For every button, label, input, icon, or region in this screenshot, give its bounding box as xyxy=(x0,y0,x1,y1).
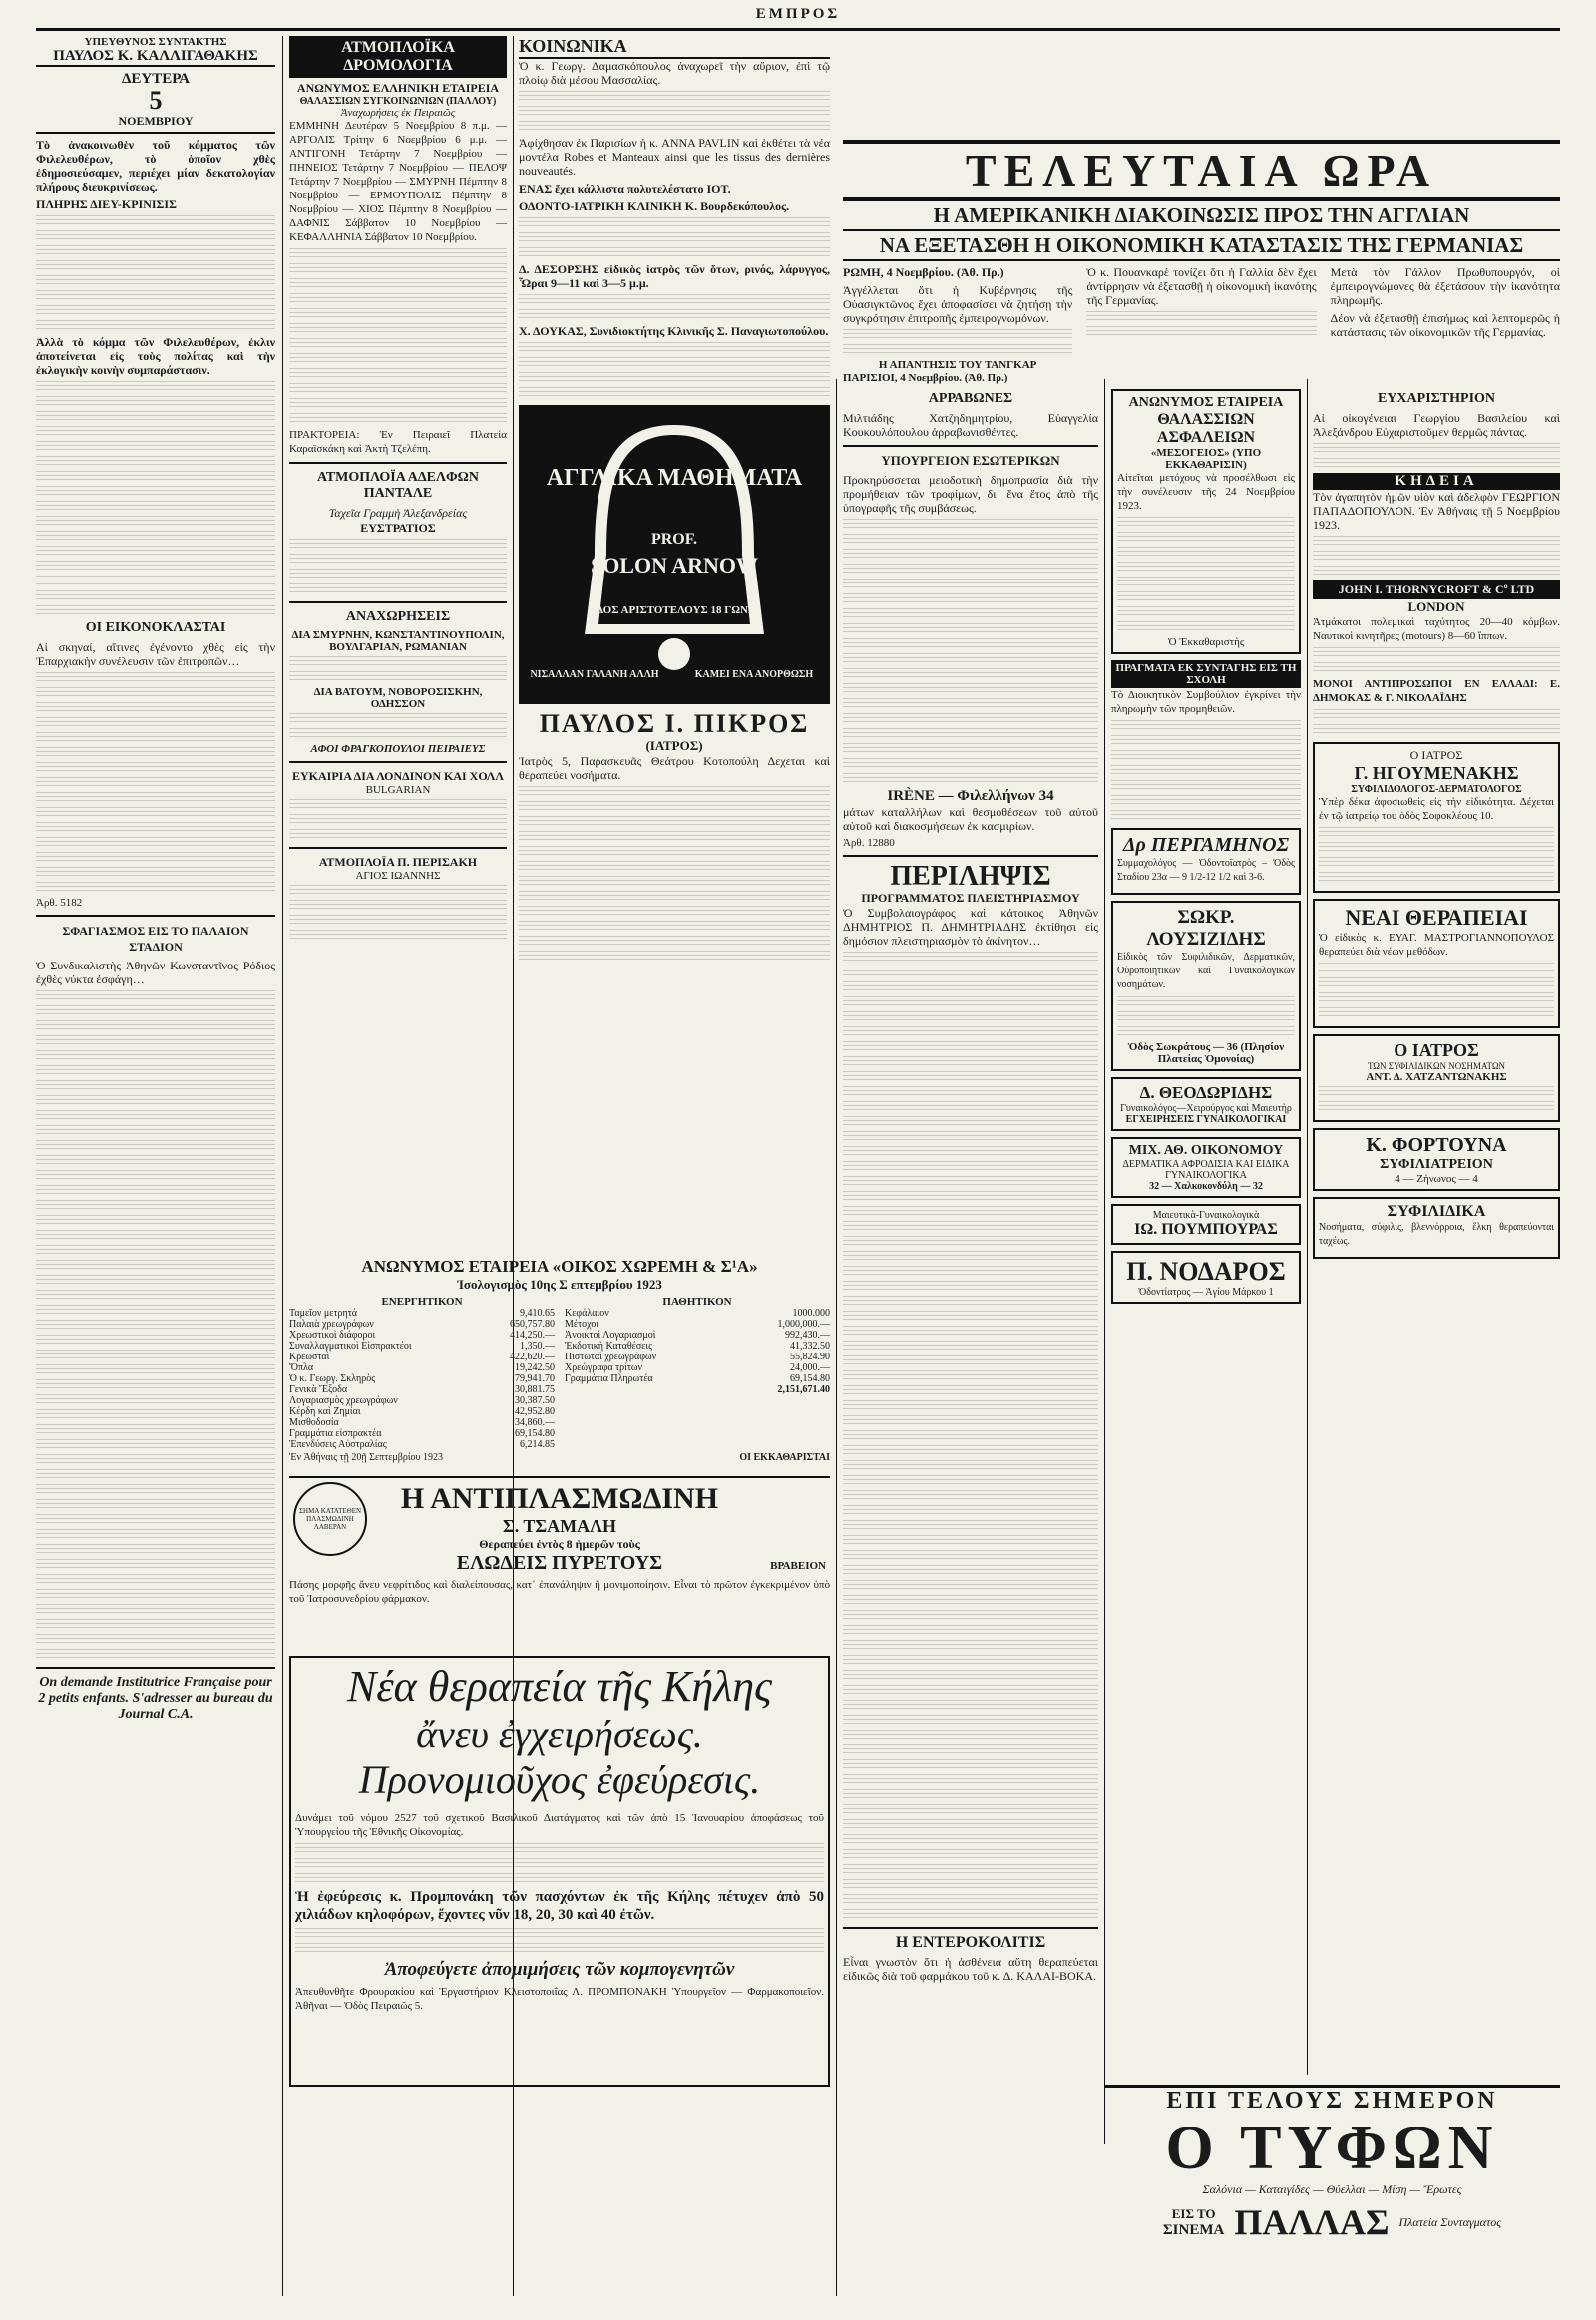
hernia-slogan: Ἀποφεύγετε ἀπομιμήσεις τῶν κομπογενητῶν xyxy=(384,1959,735,1980)
liability-row xyxy=(565,1362,830,1373)
asset-amount: 414,250.— xyxy=(510,1330,555,1341)
column-social xyxy=(519,36,830,1248)
antiplasmodini-line2: ΕΛΩΔΕΙΣ ΠΥΡΕΤΟΥΣ xyxy=(456,1552,663,1574)
award-label: ΒΡΑΒΕΙΟΝ xyxy=(770,1560,826,1572)
pergaminos-heading: Δρ ΠΕΡΓΑΜΗΝΟΣ xyxy=(1123,834,1289,856)
iconoclasts-text: Αἱ σκηναί, αἵτινες ἐγένοντο χθὲς εἰς τὴν Ἐπαρχιακὴν συνέλευσιν τῶν ἐπιτροπῶν… xyxy=(36,640,275,668)
pergaminos-text: Συμμαχολόγος — Ὀδοντοϊατρὸς ‒ Ὁδὸς Σταδίου 23α — 9 1/2-12 1/2 καὶ 3-6. xyxy=(1117,858,1295,883)
liability-amount: 1,000,000.— xyxy=(777,1319,830,1330)
insurance-ad xyxy=(1111,389,1301,654)
murder-text: Ὁ Συνδικαλιστὴς Ἀθηνῶν Κωνσταντῖνος Ρόδιος ἐχθὲς νύκτα ἐσφάγη… xyxy=(36,959,275,986)
hatzantonakis-title: Ο ΙΑΤΡΟΣ xyxy=(1394,1040,1479,1060)
new-therapies-ad xyxy=(1313,899,1560,1028)
pantale-sub: Ταχεῖα Γραμμὴ Ἀλεξανδρείας xyxy=(328,506,468,520)
london-heading: ΕΥΚΑΙΡΙΑ ΔΙΑ ΛΟΝΔΙΝΟΝ ΚΑΙ ΧΟΛΛ xyxy=(292,769,504,783)
lousidis-text: Εἰδικὸς τῶν Συφιλιδικῶν, Δερματικῶν, Οὐροποιητικῶν καὶ Γυναικολογικῶν νοσημάτων. xyxy=(1117,952,1295,990)
asset-row xyxy=(289,1395,555,1406)
funeral-text: Τὸν ἀγαπητὸν ἡμῶν υἱὸν καὶ ἀδελφὸν ΓΕΩΡΓΙΟΝ ΠΑΠΑΔΟΠΟΥΛΟΝ. Ἐν Ἀθήναις τῇ 5 Νοεμβρίου 1923. xyxy=(1313,490,1560,532)
column-editorial xyxy=(36,36,275,2290)
notice-total: 2,151,671.40 xyxy=(777,1384,830,1395)
liability-item: Μέτοχοι xyxy=(565,1319,599,1330)
departures-heading: ΑΝΑΧΩΡΗΣΕΙΣ xyxy=(345,609,451,624)
column-ads-1 xyxy=(1111,389,1301,2076)
latest-text-1: Ἀγγέλλεται ὅτι ἡ Κυβέρνησις τῆς Οὐασιγκτῶνος ἔχει ἀποφασίσει νὰ ζητήσῃ τὴν συγκρότησιν ἐπιτροπῆς ἐμπειρογνωμόνων. xyxy=(843,283,1073,325)
summary-text: Ὁ Συμβολαιογράφος καὶ κάτοικος Ἀθηνῶν ΔΗΜΗΤΡΙΟΣ Π. ΔΗΜΗΤΡΙΑΔΗΣ ἐκτίθησι εἰς δημόσιον πλειστηριασμὸν τὸ ἀκίνητον… xyxy=(843,906,1098,948)
social-text-2: Ἀφίχθησαν ἐκ Παρισίων ἡ κ. ANNA PAVLIN καὶ ἐκθέτει τὰ νέα μοντέλα Robes et Manteaux ainsi que les tissus des dernières nouveautés. xyxy=(519,136,830,178)
asset-amount: 9,410.65 xyxy=(520,1308,555,1319)
ship-agios-ioannis: ΑΓΙΟΣ ΙΩΑΝΝΗΣ xyxy=(355,870,441,882)
assets-label: ΕΝΕΡΓΗΤΙΚΟΝ xyxy=(381,1296,463,1308)
editor-name: ΠΑΥΛΟΣ Κ. ΚΑΛΛΙΓΑΘΑΚΗΣ xyxy=(36,48,275,67)
trademark-seal: ΣΗΜΑ ΚΑΤΑΤΕΘΕΝ ΠΛΑΣΜΩΔΙΝΗ ΛΑΒΕΡΑΝ xyxy=(293,1482,367,1556)
irene-text: μάτων καταλλήλων καὶ θεσμοθέσεων τοῦ αὐτοῦ αὐτοῦ καὶ διακοσμήσεων ἐκ κασμιρίων. xyxy=(843,805,1098,833)
hernia-bold-text: Ἡ ἐφεύρεσις κ. Προμπονάκη τῶν πασχόντων ἐκ τῆς Κήλης πέτυχεν ἀπὸ 50 χιλιάδων κηλοφόρων, ἔχοντες νῦν 18, 20, 30 καὶ 40 ἐτῶν. xyxy=(295,1889,824,1923)
cinema-label: ΣΙΝΕΜΑ xyxy=(1162,2221,1225,2238)
asset-amount: 30,881.75 xyxy=(515,1384,555,1395)
asset-amount: 422,620.— xyxy=(510,1352,555,1362)
insurance-heading: ΑΝΩΝΥΜΟΣ ΕΤΑΙΡΕΙΑ xyxy=(1128,395,1284,410)
asset-item: Ἐπενδύσεις Αὐστραλίας xyxy=(289,1439,387,1450)
latest-dateline-2: ΠΑΡΙΣΙΟΙ, 4 Νοεμβρίου. (Ἀθ. Πρ.) xyxy=(843,372,1008,384)
asset-item: Ταμεῖον μετρητά xyxy=(289,1308,357,1319)
summary-heading: ΠΕΡΙΛΗΨΙΣ xyxy=(890,861,1051,892)
syphilitic-ad xyxy=(1313,1197,1560,1259)
hatzantonakis-ad xyxy=(1313,1034,1560,1122)
theodoridis-text: Γυναικολόγος—Χειρούργος καὶ Μαιευτὴρ xyxy=(1120,1103,1292,1114)
liability-item: Χρεώγραφα τρίτων xyxy=(565,1362,642,1373)
ministry-heading: ΥΠΟΥΡΓΕΙΟΝ ΕΣΩΤΕΡΙΚΩΝ xyxy=(881,453,1060,468)
hatzantonakis-sub: ΤΩΝ ΣΥΦΙΛΙΔΙΚΩΝ ΝΟΣΗΜΑΤΩΝ xyxy=(1367,1061,1506,1071)
asset-row xyxy=(289,1308,555,1319)
igoumenakis-ad xyxy=(1313,742,1560,893)
social-text-3: ΕΝΑΣ ἔχει κάλλιστα πολυτελέστατο ΙΟΤ. xyxy=(519,182,731,195)
engagements-heading: ΑΡΡΑΒΩΝΕΣ xyxy=(928,391,1013,406)
asset-amount: 34,860.— xyxy=(515,1417,555,1428)
liability-item: Ἐκδοτικὴ Καταθέσεις xyxy=(565,1341,653,1352)
ad-name: SOLON ARNOW xyxy=(590,553,759,578)
liability-amount: 1000.000 xyxy=(792,1308,830,1319)
insurance-sign: Ὁ Ἐκκαθαριστὴς xyxy=(1167,636,1245,648)
liability-item: Γραμμάτια Πληρωτέα xyxy=(565,1373,653,1384)
liability-row xyxy=(565,1319,830,1330)
liability-row xyxy=(565,1352,830,1362)
liability-amount: 69,154.80 xyxy=(790,1373,830,1384)
asset-amount: 79,941.70 xyxy=(515,1373,555,1384)
asset-amount: 1,350.— xyxy=(520,1341,555,1352)
fortouna-ad xyxy=(1313,1128,1560,1191)
latest-subhead: Η ΑΠΑΝΤΗΣΙΣ ΤΟΥ ΤΑΝΓΚΑΡ xyxy=(878,359,1037,371)
pantale-ship: ΕΥΣΤΡΑΤΙΟΣ xyxy=(360,521,436,535)
liability-amount: 55,824.90 xyxy=(790,1352,830,1362)
theodoridis-ad xyxy=(1111,1077,1301,1131)
route-smyrna: ΔΙΑ ΣΜΥΡΝΗΝ, ΚΩΝΣΤΑΝΤΙΝΟΥΠΟΛΙΝ, ΒΟΥΛΓΑΡΙΑΝ, ΡΩΜΑΝΙΑΝ xyxy=(291,629,505,653)
latest-news-title: ΤΕΛΕΥΤΑΙΑ ΩΡΑ xyxy=(843,140,1560,201)
nodaros-heading: Π. ΝΟΔΑΡΟΣ xyxy=(1126,1257,1286,1286)
shipping-heading: ΑΤΜΟΠΛΟΪΚΑ ΔΡΟΜΟΛΟΓΙΑ xyxy=(289,36,507,78)
newspaper-name: ΕΜΠΡΟΣ xyxy=(755,6,841,22)
antiplasmodini-title: Η ΑΝΤΙΠΛΑΣΜΩΔΙΝΗ xyxy=(400,1482,719,1515)
editorial-body: Ἀλλὰ τὸ κόμμα τῶν Φιλελευθέρων, ἐκλιν ἀποτείνεται εἰς τοὺς πολίτας καὶ τὴν ἐκλογικὴν κοινὴν συμπαράστασιν. xyxy=(36,335,275,377)
cinema-ad xyxy=(1104,2085,1560,2297)
igoumenakis-title: Ο ΙΑΤΡΟΣ xyxy=(1409,748,1463,762)
column-ads-2 xyxy=(1313,389,1560,2076)
asset-item: Χρεωστικοὶ διάφοροι xyxy=(289,1330,376,1341)
company-notice xyxy=(289,1257,830,1466)
thornycroft-heading: JOHN I. THORNYCROFT & Cº LTD xyxy=(1313,580,1560,599)
column-rule xyxy=(1307,379,1308,2075)
insurance-name: ΘΑΛΑΣΣΙΩΝ ΑΣΦΑΛΕΙΩΝ xyxy=(1156,411,1256,446)
doctor-pikros: ΠΑΥΛΟΣ Ι. ΠΙΚΡΟΣ xyxy=(539,709,810,738)
insurance-sub: «ΜΕΣΟΓΕΙΟΣ» (ΥΠΟ ΕΚΚΑΘΑΡΙΣΙΝ) xyxy=(1150,447,1262,471)
cinema-sub: Σαλόνια — Καταιγίδες — Θύελλαι — Μίση — Ἔρωτες xyxy=(1202,2182,1462,2196)
side-heading: ΠΛΗΡΗΣ ΔΙΕΥ-ΚΡΙΝΙΣΙΣ xyxy=(36,197,177,211)
asset-item: Γενικὰ Ἔξοδα xyxy=(289,1384,348,1395)
editor-label: ΥΠΕΥΘΥΝΟΣ ΣΥΝΤΑΚΤΗΣ xyxy=(84,36,227,48)
pergaminos-ad xyxy=(1111,828,1301,895)
liability-amount: 41,332.50 xyxy=(790,1341,830,1352)
asset-row xyxy=(289,1362,555,1373)
lousidis-address: Ὁδὸς Σωκράτους — 36 (Πλησίον Πλατείας Ὁμονοίας) xyxy=(1127,1041,1285,1065)
igoumenakis-text: Ὑπὲρ δέκα ἀφοσιωθεὶς εἰς τὴν εἰδικότητα. Δέχεται ἐν τῷ ἰατρείῳ του ὁδὸς Σοφοκλέους 10. xyxy=(1319,796,1554,822)
poumpouras-heading: ΙΩ. ΠΟΥΜΠΟΥΡΑΣ xyxy=(1134,1221,1278,1238)
liability-row xyxy=(565,1330,830,1341)
antiplasmodini-line1: Θεραπεύει ἐντὸς 8 ἡμερῶν τοὺς xyxy=(479,1537,640,1551)
routes-list: ΕΜΜΗΝΗ Δευτέραν 5 Νοεμβρίου 8 π.μ. — ΑΡΓΟΛΙΣ Τρίτην 6 Νοεμβρίου 6 μ.μ. — ΑΝΤΙΓΟΝΗ Τετάρτην 7 Νοεμβρίου — ΠΗΝΕΙΟΣ Τετάρτην 7 Νοεμβρίου — ΠΕΛΟΨ Τετάρτην 7 Νοεμβρίου — ΣΜΥΡΝΗ Πέμπτην 8 Νοεμβρίου — ΕΡΜΟΥΠΟΛΙΣ Πέμπτην 8 Νοεμβρίου — ΧΙΟΣ Πέμπτην 8 Νοεμβρίου — ΔΑΦΝΙΣ Σάββατον 10 Νοεμβρίου — ΚΕΦΑΛΛΗΝΙΑ Σάββατον 10 Νοεμβρίου. xyxy=(289,120,507,243)
ad-footer-1: ΝΙΣΑΛΛΑΝ ΓΑΛΑΝΗ ΑΛΛΗ xyxy=(530,669,659,680)
asset-row xyxy=(289,1417,555,1428)
thornycroft-city: LONDON xyxy=(1407,599,1465,614)
liability-item: Κεφάλαιον xyxy=(565,1308,609,1319)
editorial-lead: Τὸ ἀνακοινωθὲν τοῦ κόμματος τῶν Φιλελευθέρων, τὸ ὁποῖον χθὲς ἐδημοσιεύσαμεν, περιέχει μίαν δεκατολογίαν πλήρους διευκρινίσεως. xyxy=(36,138,275,193)
theodoridis-sub: ΕΓΧΕΙΡΗΣΕΙΣ ΓΥΝΑΙΚΟΛΟΓΙΚΑΙ xyxy=(1125,1114,1287,1125)
ad-footer-2: ΚΑΜΕΙ ΕΝΑ ΑΝΟΡΘΩΣΗ xyxy=(694,669,814,680)
column-shipping xyxy=(289,36,507,1248)
company-name-2: ΘΑΛΑΣΣΙΩΝ ΣΥΓΚΟΙΝΩΝΙΩΝ (ΠΑΛΛΟΥ) xyxy=(299,96,497,107)
cinema-eis-to: ΕΙΣ ΤΟ xyxy=(1171,2205,1216,2221)
hernia-title-2: ἄνευ ἐγχειρήσεως. xyxy=(416,1712,703,1756)
iconoclasts-heading: ΟΙ ΕΙΚΟΝΟΚΛΑΣΤΑΙ xyxy=(85,620,226,635)
asset-item: Ὁ κ. Γεωργ. Σκληρὸς xyxy=(289,1373,376,1384)
latest-news-head-2: ΝΑ ΕΞΕΤΑΣΘΗ Η ΟΙΚΟΝΟΜΙΚΗ ΚΑΤΑΣΤΑΣΙΣ ΤΗΣ ΓΕΡΜΑΝΙΑΣ xyxy=(843,231,1560,261)
asset-row xyxy=(289,1319,555,1330)
column-rule xyxy=(1104,379,1105,2144)
liability-amount: 992,430.— xyxy=(785,1330,830,1341)
fortouna-heading: Κ. ΦΟΡΤΟΥΝΑ xyxy=(1366,1134,1507,1156)
pantale-heading: ΑΤΜΟΠΛΟΪΑ ΑΔΕΛΦΩΝ ΠΑΝΤΑΛΕ xyxy=(317,470,479,501)
asset-row xyxy=(289,1330,555,1341)
enterocolitis-heading: Η ΕΝΤΕΡΟΚΟΛΙΤΙΣ xyxy=(895,1934,1046,1951)
asset-amount: 42,952.80 xyxy=(515,1406,555,1417)
syphilitic-heading: ΣΥΦΙΛΙΔΙΚΑ xyxy=(1387,1203,1486,1220)
asset-item: Μισθοδοσία xyxy=(289,1417,339,1428)
article-ref: Ἀρθ. 5182 xyxy=(36,897,83,909)
antiplasmodini-maker: Σ. ΤΣΑΜΑΛΗ xyxy=(502,1516,617,1536)
murder-heading: ΣΦΑΓΙΑΣΜΟΣ ΕΙΣ ΤΟ ΠΑΛΑΙΟΝ ΣΤΑΔΙΟΝ xyxy=(62,924,249,954)
route-batoum: ΔΙΑ ΒΑΤΟΥΜ, ΝΟΒΟΡΟΣΙΣΚΗΝ, ΟΔΗΣΣΟΝ xyxy=(313,686,483,710)
oikonomou-address: 32 — Χαλκοκονδύλη — 32 xyxy=(1149,1181,1263,1192)
perisaki-heading: ΑΤΜΟΠΛΟΪΑ Π. ΠΕΡΙΣΑΚΗ xyxy=(318,855,478,869)
liability-row xyxy=(565,1373,830,1384)
asset-amount: 19,242.50 xyxy=(515,1362,555,1373)
nodaros-ad xyxy=(1111,1251,1301,1304)
social-heading: ΚΟΙΝΩΝΙΚΑ xyxy=(519,36,830,59)
social-text-1: Ὁ κ. Γεωργ. Δαμασκόπουλος ἀναχωρεῖ τὴν αὔριον, ἐπὶ τῷ πλοίῳ διὰ μέσου Μασσαλίας. xyxy=(519,59,830,87)
doctor-pikros-title: (ΙΑΤΡΟΣ) xyxy=(645,738,703,753)
hernia-ad xyxy=(289,1656,830,2087)
liability-item: Ἀνοικτοὶ Λογαριασμοὶ xyxy=(565,1330,656,1341)
insurance-text: Αἰτεῖται μετόχους νὰ προσέλθωσι εἰς τὴν συνέλευσιν τῆς 24 Νοεμβρίου 1923. xyxy=(1117,472,1295,512)
english-lessons-ad xyxy=(519,405,830,704)
asset-item: Κρεωσταὶ xyxy=(289,1352,330,1362)
thornycroft-text: Ἀτμάκατοι πολεμικαὶ ταχύτητος 20—40 κόμβων. Ναυτικοὶ κινητῆρες (motours) 8—60 ἵππων. xyxy=(1313,616,1560,642)
latest-dateline: ΡΩΜΗ, 4 Νοεμβρίου. (Ἀθ. Πρ.) xyxy=(843,265,1004,279)
syphilitic-text: Νοσήματα, σύφιλις, βλεννόρροια, ἕλκη θεραπεύονται ταχέως. xyxy=(1319,1222,1554,1247)
masthead xyxy=(36,6,1560,31)
notice-heading: ΑΝΩΝΥΜΟΣ ΕΤΑΙΡΕΙΑ «ΟΙΚΟΣ ΧΩΡΕΜΗ & Σ¹Α» xyxy=(361,1257,758,1276)
irene-ref: Ἀρθ. 12880 xyxy=(843,837,895,849)
notice-sign-left: Ἐν Ἀθήναις τῇ 20ῇ Σεπτεμβρίου 1923 xyxy=(289,1452,443,1463)
asset-row xyxy=(289,1373,555,1384)
doctor-desorsis: Δ. ΔΕΣΟΡΣΗΣ εἰδικὸς ἰατρὸς τῶν ὄτων, ρινός, λάρυγγος, Ὧραι 9—11 καὶ 3—5 μ.μ. xyxy=(519,262,830,290)
lousidis-heading: ΣΩΚΡ. ΛΟΥΣΙΖΙΔΗΣ xyxy=(1146,907,1266,950)
funeral-heading: ΚΗΔΕΙΑ xyxy=(1313,473,1560,490)
column-rule xyxy=(282,36,283,2296)
asset-item: Συναλλαγματικοὶ Εἰσπρακτέοι xyxy=(289,1341,412,1352)
nodaros-text: Ὀδοντίατρος — Ἁγίου Μάρκου 1 xyxy=(1138,1287,1274,1298)
liability-row xyxy=(565,1308,830,1319)
poumpouras-sub: Μαιευτικὰ-Γυναικολογικὰ xyxy=(1152,1210,1260,1221)
notice-sub: Ἰσολογισμὸς 10ης Σ επτεμβρίου 1923 xyxy=(457,1277,662,1292)
clinic-text: ΟΔΟΝΤΟ-ΙΑΤΡΙΚΗ ΚΛΙΝΙΚΗ Κ. Βουρδεκόπουλος. xyxy=(519,199,790,213)
antiplasmodini-ad xyxy=(289,1476,830,1648)
asset-row xyxy=(289,1428,555,1439)
latest-news-head-1: Η ΑΜΕΡΙΚΑΝΙΚΗ ΔΙΑΚΟΙΝΩΣΙΣ ΠΡΟΣ ΤΗΝ ΑΓΓΛΙΑΝ xyxy=(843,201,1560,231)
doctor-doukas: Χ. ΔΟΥΚΑΣ, Συνιδιοκτήτης Κλινικῆς Σ. Παναγιωτοπούλου. xyxy=(519,324,829,338)
company-name: ΑΝΩΝΥΜΟΣ ΕΛΛΗΝΙΚΗ ΕΤΑΙΡΕΙΑ xyxy=(296,81,500,95)
latest-text-3: Μετὰ τὸν Γάλλον Πρωθυπουργόν, οἱ ἐμπειρογνώμονες θὰ ἐξετάσουν τὴν ἱκανότητα πληρωμῆς. xyxy=(1330,265,1560,307)
new-therapies-text: Ὁ εἰδικὸς κ. ΕΥΑΓ. ΜΑΣΤΡΟΓΙΑΝΝΟΠΟΥΛΟΣ θεραπεύει διὰ νέων μεθόδων. xyxy=(1319,932,1554,958)
asset-item: Λογαριασμὸς χρεωγράφων xyxy=(289,1395,398,1406)
summary-sub: ΠΡΟΓΡΑΜΜΑΤΟΣ ΠΛΕΙΣΤΗΡΙΑΣΜΟΥ xyxy=(861,891,1080,905)
cinema-place: Πλατεία Συνταγματος xyxy=(1398,2214,1502,2229)
school-heading: ΠΡΑΓΜΑΤΑ ΕΚ ΣΥΝΤΑΓΗΣ ΕΙΣ ΤΗ ΣΧΟΛΗ xyxy=(1111,660,1301,688)
asset-amount: 650,757.80 xyxy=(510,1319,555,1330)
ad-address: ΟΔΟΣ ΑΡΙΣΤΟΤΕΛΟΥΣ 18 ΓΩΝΙΑ xyxy=(588,604,761,616)
column-rule xyxy=(836,379,837,2296)
month-label: ΝΟΕΜΒΡΙΟΥ xyxy=(36,114,275,134)
liabilities-label: ΠΑΘΗΤΙΚΟΝ xyxy=(662,1296,732,1308)
school-text: Τὸ Διοικητικὸν Συμβούλιον ἐγκρίνει τὴν πληρωμὴν τῶν προμηθειῶν. xyxy=(1111,689,1301,715)
new-therapies-heading: ΝΕΑΙ ΘΕΡΑΠΕΙΑΙ xyxy=(1345,905,1528,930)
ministry-text: Προκηρύσσεται μειοδοτικὴ δημοπρασία διὰ τὴν προμήθειαν τῶν τροφίμων, δι᾽ ἕνα ἔτος ἀπὸ τῆς ὑπογραφῆς τῆς συμβάσεως. xyxy=(843,473,1098,515)
cinema-line1: ΕΠΙ ΤΕΛΟΥΣ ΣΗΜΕΡΟΝ xyxy=(1166,2088,1498,2114)
thanks-heading: ΕΥΧΑΡΙΣΤΗΡΙΟΝ xyxy=(1377,391,1496,406)
ship-bulgarian: BULGARIAN xyxy=(365,784,431,796)
column-notices xyxy=(843,389,1098,2290)
irene-heading: IRÈNE — Φιλελλήνων 34 xyxy=(887,788,1054,804)
oikonomou-ad xyxy=(1111,1137,1301,1198)
antiplasmodini-text: Πάσης μορφῆς ἄνευ νεφρίτιδος καὶ διαλείπουσας, κατ᾽ ἐπανάληψιν ἢ μονιμοποίησιν. Εἶναι τὸ πρῶτον ἐγκεκριμένον ὑπὸ τοῦ Ἰατροσυνεδρίου φάρμακον. xyxy=(289,1579,830,1605)
liabilities-table xyxy=(565,1296,830,1450)
asset-row xyxy=(289,1341,555,1352)
ad-prof: PROF. xyxy=(650,531,698,548)
asset-row xyxy=(289,1384,555,1395)
asset-item: Παλαιὰ χρεωγράφων xyxy=(289,1319,374,1330)
asset-item: Κέρδη καὶ Ζημίαι xyxy=(289,1406,361,1417)
lousidis-ad xyxy=(1111,901,1301,1071)
asset-item: Γραμμάτια εἰσπρακτέα xyxy=(289,1428,382,1439)
asset-amount: 69,154.80 xyxy=(515,1428,555,1439)
enterocolitis-text: Εἶναι γνωστὸν ὅτι ἡ ἀσθένεια αὕτη θεραπεύεται εἰδικῶς διὰ τοῦ φαρμάκου τοῦ κ. Δ. ΚΑΛΑΙ-ΒΟΚΑ. xyxy=(843,1955,1098,1983)
date-number: 5 xyxy=(149,86,163,115)
oikonomou-heading: ΜΙΧ. ΑΘ. ΟΙΚΟΝΟΜΟΥ xyxy=(1128,1143,1284,1158)
igoumenakis-specialty: ΣΥΦΙΛΙΔΟΛΟΓΟΣ-ΔΕΡΜΑΤΟΛΟΓΟΣ xyxy=(1351,784,1522,795)
ad-title: ΑΓΓΛΙΚΑ ΜΑΘΗΜΑΤΑ xyxy=(546,465,803,491)
hernia-title-1: Νέα θεραπεία τῆς Κήλης xyxy=(347,1662,772,1711)
latest-text-4: Δέον νὰ ἐξετασθῇ ἐπισήμως καὶ λεπτομερῶς ἡ κατάστασις τῶν οἰκονομικῶν τῆς Γερμανίας. xyxy=(1330,311,1560,339)
doctor-pikros-text: Ἰατρὸς 5, Παρασκευᾶς Θεάτρου Κοτοπούλη Δεχεται καὶ θεραπεύει νοσήματα. xyxy=(519,754,830,782)
latest-news xyxy=(843,140,1560,384)
hernia-text: Δυνάμει τοῦ νόμου 2527 τοῦ σχετικοῦ Βασιλικοῦ Διατάγματος καὶ τῶν ἀπὸ 15 Ἰανουαρίου ἀποφάσεως τοῦ Ὑπουργείου τῆς Ἐθνικῆς Οἰκονομίας. xyxy=(295,1812,824,1838)
hatzantonakis-name: ΑΝΤ. Δ. ΧΑΤΖΑΝΤΩΝΑΚΗΣ xyxy=(1366,1071,1507,1083)
notice-sign-right: ΟΙ ΕΚΚΑΘΑΡΙΣΤΑΙ xyxy=(739,1452,830,1463)
hernia-title-3: Προνομιοῦχος ἐφεύρεσις. xyxy=(358,1757,761,1802)
engagements-text: Μιλτιάδης Χατζηδημητρίου, Εὐαγγελία Κουκουλόπουλου ἀρραβωνισθέντες. xyxy=(843,411,1098,439)
oikonomou-text: ΔΕΡΜΑΤΙΚΑ ΑΦΡΟΔΙΣΙΑ ΚΑΙ ΕΙΔΙΚΑ ΓΥΝΑΙΚΟΛΟΓΙΚΑ xyxy=(1122,1159,1290,1181)
hernia-footer: Ἀπευθυνθῆτε Φρουρακίου καὶ Ἐργαστήριον Κλειστοποιΐας Λ. ΠΡΟΜΠΟΝΑΚΗ Ὑπουργεῖον — Φαρμακοποιεῖον. Ἀθῆναι — Ὁδὸς Πειραιῶς 5. xyxy=(295,1986,824,2012)
liability-row xyxy=(565,1341,830,1352)
classified-ad: On demande Institutrice Française pour 2 petits enfants. S'adresser au bureau du Journal C.A. xyxy=(38,1675,273,1722)
day-label: ΔΕΥΤΕΡΑ xyxy=(121,71,191,87)
latest-text-2: Ὁ κ. Πουανκαρὲ τονίζει ὅτι ἡ Γαλλία δὲν ἔχει ἀντίρρησιν νὰ ἐξετασθῇ ἡ οἰκονομικὴ ἱκανότης τῆς Γερμανίας. xyxy=(1086,265,1317,307)
fortouna-sub: ΣΥΦΙΛΙΑΤΡΕΙΟΝ xyxy=(1380,1157,1493,1172)
departures-label: Ἀναχωρήσεις ἐκ Πειραιῶς xyxy=(340,107,456,119)
thanks-text: Αἱ οἰκογένειαι Γεωργίου Βασιλείου καὶ Ἀλεξάνδρου Εὐχαριστοῦμεν θερμῶς πάντας. xyxy=(1313,411,1560,439)
liability-amount: 24,000.— xyxy=(790,1362,830,1373)
asset-amount: 6,214.85 xyxy=(520,1439,555,1450)
theodoridis-heading: Δ. ΘΕΟΔΩΡΙΔΗΣ xyxy=(1139,1083,1273,1102)
asset-item: Ὅπλα xyxy=(289,1362,314,1373)
asset-row xyxy=(289,1406,555,1417)
cinema-name: ΠΑΛΛΑΣ xyxy=(1234,2202,1390,2242)
asset-row xyxy=(289,1439,555,1450)
asset-amount: 30,387.50 xyxy=(515,1395,555,1406)
cinema-title: Ο ΤΥΦΩΝ xyxy=(1165,2115,1499,2182)
asset-row xyxy=(289,1352,555,1362)
liability-item: Πιστωταὶ χρεωγράφων xyxy=(565,1352,657,1362)
assets-table xyxy=(289,1296,555,1450)
frangopouloi: ΑΦΟΙ ΦΡΑΓΚΟΠΟΥΛΟΙ ΠΕΙΡΑΙΕΥΣ xyxy=(310,743,486,755)
poumpouras-ad xyxy=(1111,1204,1301,1245)
agency-text: ΠΡΑΚΤΟΡΕΙΑ: Ἐν Πειραιεῖ Πλατεία Καραϊσκάκη καὶ Ἀκτὴ Τζελέπη. xyxy=(289,429,507,455)
thornycroft-agents: ΜΟΝΟΙ ΑΝΤΙΠΡΟΣΩΠΟΙ ΕΝ ΕΛΛΑΔΙ: Ε. ΔΗΜΟΚΑΣ & Γ. ΝΙΚΟΛΑΪΔΗΣ xyxy=(1313,678,1560,704)
igoumenakis-name: Γ. ΗΓΟΥΜΕΝΑΚΗΣ xyxy=(1354,763,1519,783)
fortouna-address: 4 — Ζήνωνος — 4 xyxy=(1395,1173,1478,1185)
